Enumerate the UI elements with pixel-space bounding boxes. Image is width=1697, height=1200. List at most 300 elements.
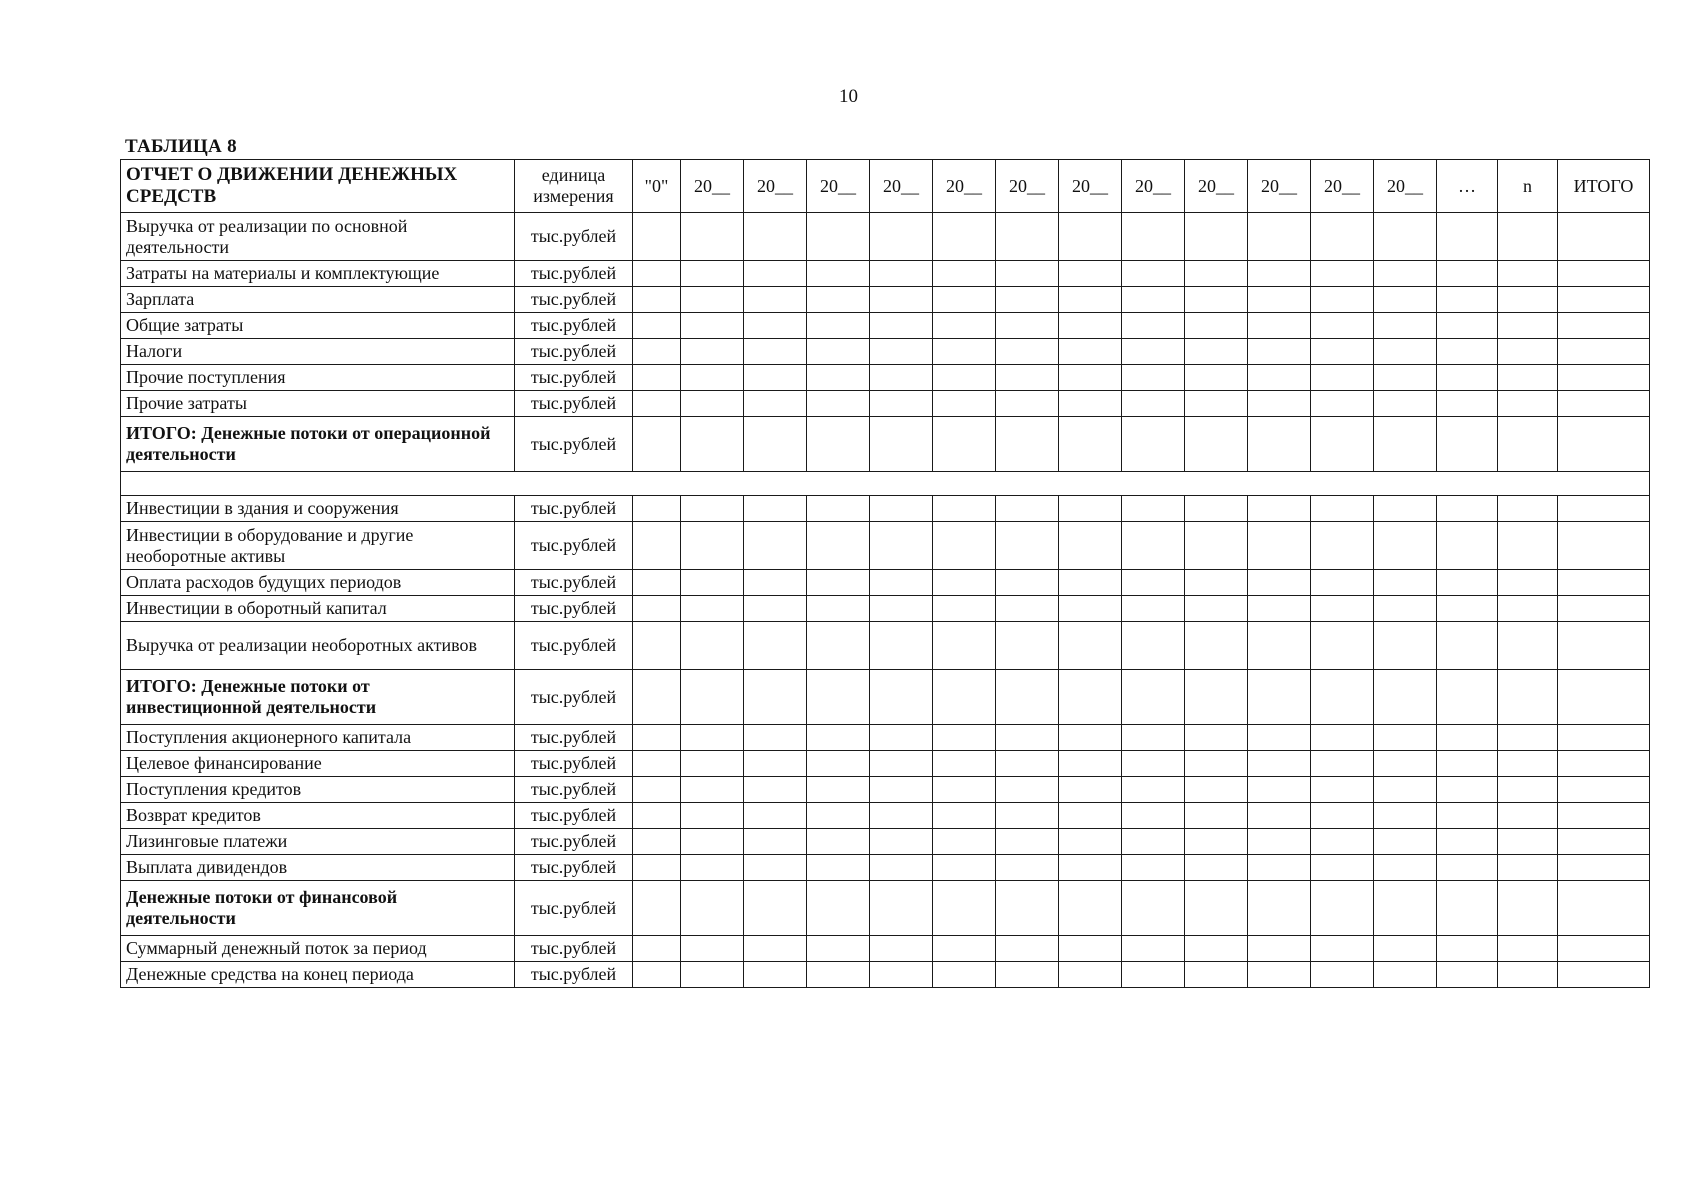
value-cell[interactable] bbox=[996, 261, 1059, 287]
value-cell[interactable] bbox=[1558, 417, 1650, 472]
value-cell[interactable] bbox=[1122, 313, 1185, 339]
value-cell[interactable] bbox=[633, 725, 681, 751]
value-cell[interactable] bbox=[1558, 829, 1650, 855]
value-cell[interactable] bbox=[1122, 339, 1185, 365]
value-cell[interactable] bbox=[996, 417, 1059, 472]
value-cell[interactable] bbox=[1374, 777, 1437, 803]
value-cell[interactable] bbox=[1059, 522, 1122, 570]
value-cell[interactable] bbox=[1498, 365, 1558, 391]
value-cell[interactable] bbox=[681, 417, 744, 472]
value-cell[interactable] bbox=[1248, 596, 1311, 622]
value-cell[interactable] bbox=[870, 417, 933, 472]
value-cell[interactable] bbox=[933, 936, 996, 962]
value-cell[interactable] bbox=[1311, 777, 1374, 803]
value-cell[interactable] bbox=[870, 596, 933, 622]
value-cell[interactable] bbox=[1059, 213, 1122, 261]
value-cell[interactable] bbox=[744, 213, 807, 261]
value-cell[interactable] bbox=[1311, 365, 1374, 391]
value-cell[interactable] bbox=[1122, 725, 1185, 751]
value-cell[interactable] bbox=[1185, 417, 1248, 472]
value-cell[interactable] bbox=[933, 777, 996, 803]
value-cell[interactable] bbox=[1059, 570, 1122, 596]
value-cell[interactable] bbox=[1122, 777, 1185, 803]
value-cell[interactable] bbox=[1437, 417, 1498, 472]
value-cell[interactable] bbox=[633, 936, 681, 962]
value-cell[interactable] bbox=[933, 881, 996, 936]
value-cell[interactable] bbox=[1122, 855, 1185, 881]
value-cell[interactable] bbox=[1311, 339, 1374, 365]
value-cell[interactable] bbox=[633, 313, 681, 339]
value-cell[interactable] bbox=[1498, 339, 1558, 365]
value-cell[interactable] bbox=[1437, 287, 1498, 313]
value-cell[interactable] bbox=[633, 962, 681, 988]
value-cell[interactable] bbox=[870, 962, 933, 988]
value-cell[interactable] bbox=[996, 622, 1059, 670]
value-cell[interactable] bbox=[1437, 622, 1498, 670]
value-cell[interactable] bbox=[1374, 881, 1437, 936]
value-cell[interactable] bbox=[807, 365, 870, 391]
value-cell[interactable] bbox=[807, 417, 870, 472]
value-cell[interactable] bbox=[1374, 287, 1437, 313]
value-cell[interactable] bbox=[1311, 936, 1374, 962]
value-cell[interactable] bbox=[1248, 391, 1311, 417]
value-cell[interactable] bbox=[807, 855, 870, 881]
value-cell[interactable] bbox=[1122, 622, 1185, 670]
value-cell[interactable] bbox=[807, 670, 870, 725]
value-cell[interactable] bbox=[1122, 881, 1185, 936]
value-cell[interactable] bbox=[996, 751, 1059, 777]
value-cell[interactable] bbox=[1059, 391, 1122, 417]
value-cell[interactable] bbox=[633, 391, 681, 417]
value-cell[interactable] bbox=[1374, 725, 1437, 751]
value-cell[interactable] bbox=[744, 313, 807, 339]
value-cell[interactable] bbox=[681, 391, 744, 417]
value-cell[interactable] bbox=[870, 261, 933, 287]
value-cell[interactable] bbox=[1248, 670, 1311, 725]
value-cell[interactable] bbox=[807, 936, 870, 962]
value-cell[interactable] bbox=[744, 670, 807, 725]
value-cell[interactable] bbox=[1311, 570, 1374, 596]
value-cell[interactable] bbox=[933, 213, 996, 261]
value-cell[interactable] bbox=[633, 777, 681, 803]
value-cell[interactable] bbox=[744, 365, 807, 391]
value-cell[interactable] bbox=[933, 829, 996, 855]
value-cell[interactable] bbox=[870, 725, 933, 751]
value-cell[interactable] bbox=[933, 496, 996, 522]
value-cell[interactable] bbox=[933, 417, 996, 472]
value-cell[interactable] bbox=[1248, 261, 1311, 287]
value-cell[interactable] bbox=[744, 522, 807, 570]
value-cell[interactable] bbox=[1437, 751, 1498, 777]
value-cell[interactable] bbox=[633, 261, 681, 287]
value-cell[interactable] bbox=[1311, 803, 1374, 829]
value-cell[interactable] bbox=[681, 522, 744, 570]
value-cell[interactable] bbox=[1498, 881, 1558, 936]
value-cell[interactable] bbox=[1059, 881, 1122, 936]
value-cell[interactable] bbox=[1122, 391, 1185, 417]
value-cell[interactable] bbox=[744, 777, 807, 803]
value-cell[interactable] bbox=[1185, 670, 1248, 725]
value-cell[interactable] bbox=[1185, 751, 1248, 777]
value-cell[interactable] bbox=[681, 313, 744, 339]
value-cell[interactable] bbox=[633, 622, 681, 670]
value-cell[interactable] bbox=[1185, 313, 1248, 339]
value-cell[interactable] bbox=[1374, 313, 1437, 339]
value-cell[interactable] bbox=[1122, 496, 1185, 522]
value-cell[interactable] bbox=[1374, 365, 1437, 391]
value-cell[interactable] bbox=[1122, 596, 1185, 622]
value-cell[interactable] bbox=[1248, 339, 1311, 365]
value-cell[interactable] bbox=[1248, 803, 1311, 829]
value-cell[interactable] bbox=[1498, 213, 1558, 261]
value-cell[interactable] bbox=[744, 962, 807, 988]
value-cell[interactable] bbox=[1437, 391, 1498, 417]
value-cell[interactable] bbox=[870, 496, 933, 522]
value-cell[interactable] bbox=[870, 339, 933, 365]
value-cell[interactable] bbox=[1437, 365, 1498, 391]
value-cell[interactable] bbox=[933, 287, 996, 313]
value-cell[interactable] bbox=[681, 829, 744, 855]
value-cell[interactable] bbox=[996, 213, 1059, 261]
value-cell[interactable] bbox=[1248, 725, 1311, 751]
value-cell[interactable] bbox=[1437, 313, 1498, 339]
value-cell[interactable] bbox=[1185, 829, 1248, 855]
value-cell[interactable] bbox=[1498, 522, 1558, 570]
value-cell[interactable] bbox=[1311, 261, 1374, 287]
value-cell[interactable] bbox=[633, 213, 681, 261]
value-cell[interactable] bbox=[1248, 962, 1311, 988]
value-cell[interactable] bbox=[1498, 936, 1558, 962]
value-cell[interactable] bbox=[1374, 962, 1437, 988]
value-cell[interactable] bbox=[1437, 213, 1498, 261]
value-cell[interactable] bbox=[1374, 261, 1437, 287]
value-cell[interactable] bbox=[870, 936, 933, 962]
value-cell[interactable] bbox=[1498, 777, 1558, 803]
value-cell[interactable] bbox=[1059, 365, 1122, 391]
value-cell[interactable] bbox=[807, 496, 870, 522]
value-cell[interactable] bbox=[1437, 596, 1498, 622]
value-cell[interactable] bbox=[1437, 725, 1498, 751]
value-cell[interactable] bbox=[744, 855, 807, 881]
value-cell[interactable] bbox=[1374, 496, 1437, 522]
value-cell[interactable] bbox=[1374, 213, 1437, 261]
value-cell[interactable] bbox=[1248, 881, 1311, 936]
value-cell[interactable] bbox=[1185, 936, 1248, 962]
value-cell[interactable] bbox=[1185, 881, 1248, 936]
value-cell[interactable] bbox=[681, 596, 744, 622]
value-cell[interactable] bbox=[1374, 855, 1437, 881]
value-cell[interactable] bbox=[870, 670, 933, 725]
value-cell[interactable] bbox=[1558, 287, 1650, 313]
value-cell[interactable] bbox=[1122, 365, 1185, 391]
value-cell[interactable] bbox=[1059, 287, 1122, 313]
value-cell[interactable] bbox=[744, 881, 807, 936]
value-cell[interactable] bbox=[870, 522, 933, 570]
value-cell[interactable] bbox=[633, 855, 681, 881]
value-cell[interactable] bbox=[1437, 570, 1498, 596]
value-cell[interactable] bbox=[1558, 725, 1650, 751]
value-cell[interactable] bbox=[1311, 725, 1374, 751]
value-cell[interactable] bbox=[1437, 962, 1498, 988]
value-cell[interactable] bbox=[1374, 751, 1437, 777]
value-cell[interactable] bbox=[1059, 751, 1122, 777]
value-cell[interactable] bbox=[1248, 365, 1311, 391]
value-cell[interactable] bbox=[1122, 670, 1185, 725]
value-cell[interactable] bbox=[807, 881, 870, 936]
value-cell[interactable] bbox=[1185, 803, 1248, 829]
value-cell[interactable] bbox=[744, 751, 807, 777]
value-cell[interactable] bbox=[1437, 803, 1498, 829]
value-cell[interactable] bbox=[807, 829, 870, 855]
value-cell[interactable] bbox=[1185, 365, 1248, 391]
value-cell[interactable] bbox=[1059, 622, 1122, 670]
value-cell[interactable] bbox=[1498, 417, 1558, 472]
value-cell[interactable] bbox=[1437, 829, 1498, 855]
value-cell[interactable] bbox=[933, 670, 996, 725]
value-cell[interactable] bbox=[1498, 829, 1558, 855]
value-cell[interactable] bbox=[1122, 570, 1185, 596]
value-cell[interactable] bbox=[1437, 670, 1498, 725]
value-cell[interactable] bbox=[1248, 777, 1311, 803]
value-cell[interactable] bbox=[633, 522, 681, 570]
value-cell[interactable] bbox=[744, 622, 807, 670]
value-cell[interactable] bbox=[681, 287, 744, 313]
value-cell[interactable] bbox=[1498, 596, 1558, 622]
value-cell[interactable] bbox=[1059, 417, 1122, 472]
value-cell[interactable] bbox=[807, 725, 870, 751]
value-cell[interactable] bbox=[633, 829, 681, 855]
value-cell[interactable] bbox=[996, 670, 1059, 725]
value-cell[interactable] bbox=[1185, 213, 1248, 261]
value-cell[interactable] bbox=[807, 522, 870, 570]
value-cell[interactable] bbox=[1059, 339, 1122, 365]
value-cell[interactable] bbox=[1185, 287, 1248, 313]
value-cell[interactable] bbox=[1558, 622, 1650, 670]
value-cell[interactable] bbox=[1558, 670, 1650, 725]
value-cell[interactable] bbox=[1437, 855, 1498, 881]
value-cell[interactable] bbox=[1311, 417, 1374, 472]
value-cell[interactable] bbox=[1558, 855, 1650, 881]
value-cell[interactable] bbox=[1059, 496, 1122, 522]
value-cell[interactable] bbox=[870, 829, 933, 855]
value-cell[interactable] bbox=[633, 570, 681, 596]
value-cell[interactable] bbox=[1374, 596, 1437, 622]
value-cell[interactable] bbox=[996, 881, 1059, 936]
value-cell[interactable] bbox=[633, 496, 681, 522]
value-cell[interactable] bbox=[807, 339, 870, 365]
value-cell[interactable] bbox=[996, 725, 1059, 751]
value-cell[interactable] bbox=[633, 417, 681, 472]
value-cell[interactable] bbox=[933, 365, 996, 391]
value-cell[interactable] bbox=[1059, 936, 1122, 962]
value-cell[interactable] bbox=[1185, 496, 1248, 522]
value-cell[interactable] bbox=[1437, 496, 1498, 522]
value-cell[interactable] bbox=[681, 496, 744, 522]
value-cell[interactable] bbox=[1374, 339, 1437, 365]
value-cell[interactable] bbox=[996, 936, 1059, 962]
value-cell[interactable] bbox=[807, 777, 870, 803]
value-cell[interactable] bbox=[807, 596, 870, 622]
value-cell[interactable] bbox=[1498, 496, 1558, 522]
value-cell[interactable] bbox=[744, 261, 807, 287]
value-cell[interactable] bbox=[744, 803, 807, 829]
value-cell[interactable] bbox=[681, 803, 744, 829]
value-cell[interactable] bbox=[1185, 339, 1248, 365]
value-cell[interactable] bbox=[681, 570, 744, 596]
value-cell[interactable] bbox=[1437, 777, 1498, 803]
value-cell[interactable] bbox=[807, 751, 870, 777]
value-cell[interactable] bbox=[996, 287, 1059, 313]
value-cell[interactable] bbox=[870, 751, 933, 777]
value-cell[interactable] bbox=[1311, 596, 1374, 622]
value-cell[interactable] bbox=[1059, 313, 1122, 339]
value-cell[interactable] bbox=[870, 287, 933, 313]
value-cell[interactable] bbox=[870, 855, 933, 881]
value-cell[interactable] bbox=[744, 339, 807, 365]
value-cell[interactable] bbox=[1248, 622, 1311, 670]
value-cell[interactable] bbox=[1558, 213, 1650, 261]
value-cell[interactable] bbox=[1498, 261, 1558, 287]
value-cell[interactable] bbox=[681, 751, 744, 777]
value-cell[interactable] bbox=[1122, 287, 1185, 313]
value-cell[interactable] bbox=[996, 570, 1059, 596]
value-cell[interactable] bbox=[1185, 962, 1248, 988]
value-cell[interactable] bbox=[681, 365, 744, 391]
value-cell[interactable] bbox=[633, 365, 681, 391]
value-cell[interactable] bbox=[1311, 962, 1374, 988]
value-cell[interactable] bbox=[1185, 855, 1248, 881]
value-cell[interactable] bbox=[1311, 829, 1374, 855]
value-cell[interactable] bbox=[1185, 261, 1248, 287]
value-cell[interactable] bbox=[681, 622, 744, 670]
value-cell[interactable] bbox=[1437, 522, 1498, 570]
value-cell[interactable] bbox=[1558, 365, 1650, 391]
value-cell[interactable] bbox=[870, 777, 933, 803]
value-cell[interactable] bbox=[1311, 496, 1374, 522]
value-cell[interactable] bbox=[870, 365, 933, 391]
value-cell[interactable] bbox=[933, 622, 996, 670]
value-cell[interactable] bbox=[996, 855, 1059, 881]
value-cell[interactable] bbox=[744, 725, 807, 751]
value-cell[interactable] bbox=[1122, 962, 1185, 988]
value-cell[interactable] bbox=[807, 287, 870, 313]
value-cell[interactable] bbox=[1374, 391, 1437, 417]
value-cell[interactable] bbox=[681, 670, 744, 725]
value-cell[interactable] bbox=[996, 803, 1059, 829]
value-cell[interactable] bbox=[996, 962, 1059, 988]
value-cell[interactable] bbox=[1311, 287, 1374, 313]
value-cell[interactable] bbox=[1311, 881, 1374, 936]
value-cell[interactable] bbox=[681, 962, 744, 988]
value-cell[interactable] bbox=[996, 777, 1059, 803]
value-cell[interactable] bbox=[933, 596, 996, 622]
value-cell[interactable] bbox=[807, 570, 870, 596]
value-cell[interactable] bbox=[933, 725, 996, 751]
value-cell[interactable] bbox=[870, 313, 933, 339]
value-cell[interactable] bbox=[807, 803, 870, 829]
value-cell[interactable] bbox=[1498, 313, 1558, 339]
value-cell[interactable] bbox=[744, 570, 807, 596]
value-cell[interactable] bbox=[633, 751, 681, 777]
value-cell[interactable] bbox=[807, 213, 870, 261]
value-cell[interactable] bbox=[681, 213, 744, 261]
value-cell[interactable] bbox=[1374, 570, 1437, 596]
value-cell[interactable] bbox=[1311, 313, 1374, 339]
value-cell[interactable] bbox=[1059, 596, 1122, 622]
value-cell[interactable] bbox=[1558, 751, 1650, 777]
value-cell[interactable] bbox=[870, 803, 933, 829]
value-cell[interactable] bbox=[1185, 391, 1248, 417]
value-cell[interactable] bbox=[807, 313, 870, 339]
value-cell[interactable] bbox=[1059, 777, 1122, 803]
value-cell[interactable] bbox=[1122, 417, 1185, 472]
value-cell[interactable] bbox=[681, 261, 744, 287]
value-cell[interactable] bbox=[1122, 522, 1185, 570]
value-cell[interactable] bbox=[1558, 313, 1650, 339]
value-cell[interactable] bbox=[1311, 855, 1374, 881]
value-cell[interactable] bbox=[1558, 339, 1650, 365]
value-cell[interactable] bbox=[1122, 829, 1185, 855]
value-cell[interactable] bbox=[1558, 803, 1650, 829]
value-cell[interactable] bbox=[744, 936, 807, 962]
value-cell[interactable] bbox=[1498, 622, 1558, 670]
value-cell[interactable] bbox=[1248, 855, 1311, 881]
value-cell[interactable] bbox=[807, 622, 870, 670]
value-cell[interactable] bbox=[933, 855, 996, 881]
value-cell[interactable] bbox=[996, 596, 1059, 622]
value-cell[interactable] bbox=[1498, 962, 1558, 988]
value-cell[interactable] bbox=[744, 596, 807, 622]
value-cell[interactable] bbox=[1059, 803, 1122, 829]
value-cell[interactable] bbox=[1311, 213, 1374, 261]
value-cell[interactable] bbox=[870, 213, 933, 261]
value-cell[interactable] bbox=[681, 725, 744, 751]
value-cell[interactable] bbox=[633, 803, 681, 829]
value-cell[interactable] bbox=[1248, 213, 1311, 261]
value-cell[interactable] bbox=[1558, 496, 1650, 522]
value-cell[interactable] bbox=[633, 287, 681, 313]
value-cell[interactable] bbox=[633, 596, 681, 622]
value-cell[interactable] bbox=[1248, 936, 1311, 962]
value-cell[interactable] bbox=[870, 881, 933, 936]
value-cell[interactable] bbox=[1498, 725, 1558, 751]
value-cell[interactable] bbox=[996, 339, 1059, 365]
value-cell[interactable] bbox=[1122, 261, 1185, 287]
value-cell[interactable] bbox=[1558, 936, 1650, 962]
value-cell[interactable] bbox=[1374, 936, 1437, 962]
value-cell[interactable] bbox=[1558, 596, 1650, 622]
value-cell[interactable] bbox=[1498, 287, 1558, 313]
value-cell[interactable] bbox=[1498, 855, 1558, 881]
value-cell[interactable] bbox=[1558, 261, 1650, 287]
value-cell[interactable] bbox=[1311, 622, 1374, 670]
value-cell[interactable] bbox=[933, 339, 996, 365]
value-cell[interactable] bbox=[744, 829, 807, 855]
value-cell[interactable] bbox=[1248, 417, 1311, 472]
value-cell[interactable] bbox=[633, 881, 681, 936]
value-cell[interactable] bbox=[870, 622, 933, 670]
value-cell[interactable] bbox=[1059, 725, 1122, 751]
value-cell[interactable] bbox=[744, 287, 807, 313]
value-cell[interactable] bbox=[1374, 522, 1437, 570]
value-cell[interactable] bbox=[1248, 829, 1311, 855]
value-cell[interactable] bbox=[1122, 213, 1185, 261]
value-cell[interactable] bbox=[933, 261, 996, 287]
value-cell[interactable] bbox=[1185, 725, 1248, 751]
value-cell[interactable] bbox=[996, 829, 1059, 855]
value-cell[interactable] bbox=[1248, 751, 1311, 777]
value-cell[interactable] bbox=[1374, 417, 1437, 472]
